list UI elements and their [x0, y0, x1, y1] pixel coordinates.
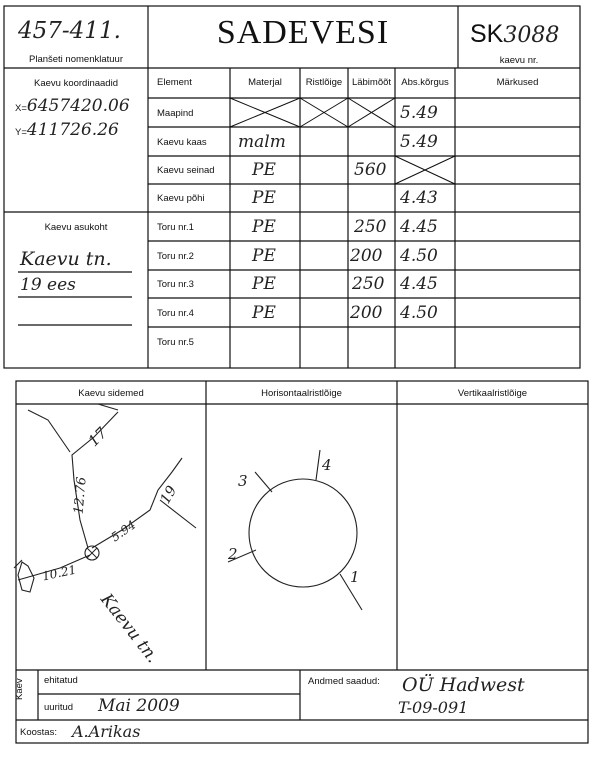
table-row-element: Kaevu põhi [157, 193, 205, 204]
well-number [470, 20, 559, 49]
col-header-cross-section: Ristlõige [305, 77, 343, 88]
table-row-material: malm [238, 132, 286, 152]
table-row-height: 4.43 [400, 188, 438, 208]
tie-distance-2: 5.94 [108, 517, 139, 545]
pipe-3-line [255, 472, 272, 492]
table-row-diameter: 560 [354, 160, 387, 180]
col-header-abs-height: Abs.kõrgus [401, 77, 449, 88]
nomenclature-label: Planšeti nomenklatuur [29, 54, 123, 65]
table-row-material: PE [252, 160, 276, 180]
pipe-number-4: 4 [322, 456, 332, 474]
table-row-element: Toru nr.2 [157, 251, 194, 262]
built-label: ehitatud [44, 675, 78, 686]
elements-table [148, 68, 580, 368]
well-prefix: SK [470, 20, 504, 48]
table-row-height: 4.45 [400, 217, 438, 237]
data-from-value-1: OÜ Hadwest [402, 674, 525, 696]
table-row-material: PE [252, 188, 276, 208]
tie-distance-1: 12.76 [71, 476, 90, 515]
data-from-value-2: T-09-091 [398, 698, 469, 717]
footer-side-label: Kaev [14, 678, 25, 700]
compiled-label: Koostas: [20, 727, 57, 738]
compiled-value: A.Arikas [72, 722, 141, 741]
pipe-4-line [316, 450, 320, 480]
tie-distance-3: 10.21 [40, 562, 78, 584]
coord-x-value: 6457420.06 [26, 96, 130, 116]
table-row-height: 4.45 [400, 274, 438, 294]
table-row-element: Toru nr.1 [157, 222, 194, 233]
table-row-height: 4.50 [400, 303, 438, 323]
street-label: Kaevu tn. [96, 590, 163, 667]
ties-label: Kaevu sidemed [78, 388, 144, 399]
table-row-element: Kaevu kaas [157, 137, 207, 148]
table-row-material: PE [252, 246, 276, 266]
table-row-element: Kaevu seinad [157, 165, 215, 176]
surveyed-label: uuritud [44, 702, 74, 713]
data-from-label: Andmed saadud: [308, 676, 380, 687]
coord-y-value: 411726.26 [26, 120, 119, 140]
table-row-element: Maapind [157, 108, 194, 119]
table-row-material: PE [252, 274, 276, 294]
table-row-material: PE [252, 217, 276, 237]
horizontal-section [228, 450, 362, 610]
well-circle [249, 479, 357, 587]
well-number-value: 3088 [503, 23, 560, 48]
pipe-number-2: 2 [228, 545, 238, 563]
pipe-number-1: 1 [350, 568, 360, 586]
table-row-element: Toru nr.5 [157, 337, 194, 348]
table-row-height: 5.49 [400, 132, 438, 152]
col-header-diameter: Läbimõõt [351, 77, 392, 88]
location-line-2: 19 ees [20, 275, 76, 295]
table-row-material: PE [252, 303, 276, 323]
tie-label-17: 17 [84, 423, 111, 451]
col-header-material: Materjal [248, 77, 282, 88]
location-line-1: Kaevu tn. [20, 248, 112, 270]
page-title: SADEVESI [216, 14, 390, 51]
vertical-section-label: Vertikaalristlõige [457, 388, 528, 399]
table-row-element: Toru nr.4 [157, 308, 194, 319]
coord-x-label: X= [15, 103, 27, 114]
well-number-label: kaevu nr. [499, 55, 539, 66]
nomenclature-value: 457-411. [18, 18, 121, 44]
col-header-notes: Märkused [496, 77, 539, 88]
tie-label-19: 19 [157, 483, 181, 507]
table-row-height: 4.50 [400, 246, 438, 266]
surveyed-value: Mai 2009 [98, 696, 180, 716]
location-label: Kaevu asukoht [44, 222, 108, 233]
table-row-diameter: 250 [354, 217, 387, 237]
horizontal-section-label: Horisontaalristlõige [261, 388, 342, 399]
well-symbol [85, 546, 99, 560]
table-row-element: Toru nr.3 [157, 279, 194, 290]
coords-label: Kaevu koordinaadid [34, 78, 118, 89]
pipe-number-3: 3 [238, 472, 248, 490]
table-row-diameter: 200 [350, 246, 383, 266]
coord-x [15, 96, 130, 116]
coord-y [15, 120, 119, 140]
coord-y-label: Y= [15, 127, 27, 138]
col-header-element: Element [157, 77, 192, 88]
table-row-diameter: 250 [352, 274, 385, 294]
table-row-height: 5.49 [400, 103, 438, 123]
table-row-diameter: 200 [350, 303, 383, 323]
